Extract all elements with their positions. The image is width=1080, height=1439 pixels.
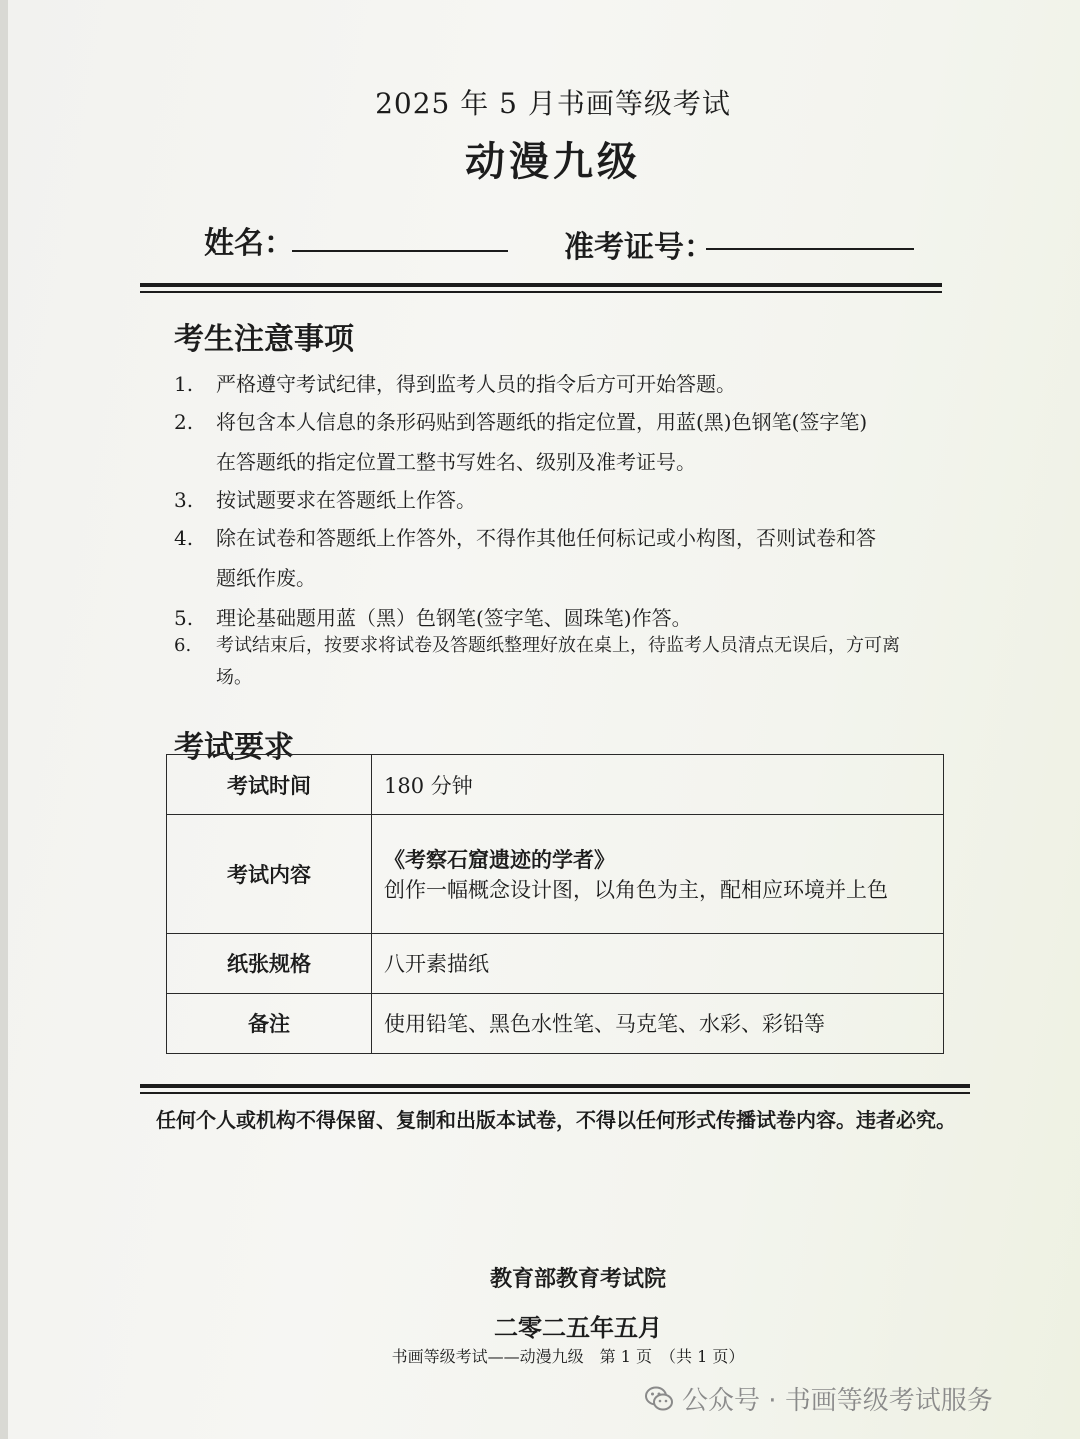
table-label-cell: 纸张规格	[167, 933, 372, 993]
table-value-cell	[372, 815, 944, 933]
level-title: 动漫九级	[465, 138, 641, 185]
table-value-text: 创作一幅概念设计图，以角色为主，配相应环境并上色	[384, 877, 888, 902]
table-row	[167, 933, 944, 993]
exam-id-blank-line	[706, 248, 914, 250]
watermark	[644, 1380, 993, 1417]
notices-title: 考生注意事项	[174, 322, 354, 357]
issue-date: 二零二五年五月	[494, 1313, 662, 1342]
table-row	[167, 993, 944, 1053]
requirements-title: 考试要求	[174, 730, 294, 765]
bottom-divider-thin	[140, 1092, 970, 1094]
requirements-table	[166, 754, 944, 1054]
table-value-text: 八开素描纸	[384, 952, 489, 977]
notice-item	[174, 480, 954, 520]
notice-text: 题纸作废。	[216, 566, 316, 590]
notice-text: 场。	[216, 667, 252, 688]
table-value-cell	[372, 993, 944, 1053]
notice-text: 将包含本人信息的条形码贴到答题纸的指定位置，用蓝(黑)色钢笔(签字笔)	[216, 410, 868, 434]
table-label-cell: 考试时间	[167, 755, 372, 815]
notice-text: 理论基础题用蓝（黑）色钢笔(签字笔、圆珠笔)作答。	[216, 606, 692, 630]
notice-item	[174, 518, 954, 598]
table-value-cell	[372, 755, 944, 815]
watermark-text: 公众号 · 书画等级考试服务	[682, 1386, 993, 1416]
table-row	[167, 815, 944, 933]
notice-number: 5.	[174, 606, 194, 630]
notice-number: 1.	[174, 372, 194, 396]
exam-paper	[8, 0, 1080, 1439]
notice-number: 6.	[174, 635, 192, 656]
top-divider-thin	[140, 291, 942, 293]
page-footer: 书画等级考试——动漫九级 第 1 页 （共 1 页）	[391, 1347, 745, 1366]
table-value-text: 使用铅笔、黑色水性笔、马克笔、水彩、彩铅等	[384, 1012, 825, 1037]
table-value-cell	[372, 933, 944, 993]
exam-title: 2025 年 5 月书画等级考试	[375, 87, 731, 120]
notice-number: 4.	[174, 526, 194, 550]
name-blank-line	[292, 250, 508, 252]
notice-text: 除在试卷和答题纸上作答外，不得作其他任何标记或小构图，否则试卷和答	[216, 526, 876, 550]
issuer-name: 教育部教育考试院	[489, 1266, 666, 1292]
name-label: 姓名：	[204, 226, 294, 261]
exam-id-label: 准考证号：	[564, 230, 714, 265]
top-divider-thick	[140, 283, 942, 287]
notice-text: 严格遵守考试纪律，得到监考人员的指令后方可开始答题。	[216, 372, 736, 396]
notice-item	[174, 402, 954, 482]
notice-number: 3.	[174, 488, 194, 512]
table-row	[167, 755, 944, 815]
bottom-divider-thick	[140, 1084, 970, 1088]
wechat-icon	[644, 1384, 674, 1414]
table-label-cell: 考试内容	[167, 815, 372, 933]
exam-topic-title: 《考察石窟遗迹的学者》	[384, 846, 615, 872]
notice-item	[174, 630, 954, 694]
table-value-text: 180 分钟	[384, 773, 473, 798]
notice-text: 在答题纸的指定位置工整书写姓名、级别及准考证号。	[216, 450, 696, 474]
table-label-cell: 备注	[167, 993, 372, 1053]
notice-text: 考试结束后，按要求将试卷及答题纸整理好放在桌上，待监考人员清点无误后，方可离	[216, 635, 900, 656]
notice-number: 2.	[174, 410, 194, 434]
copyright-notice: 任何个人或机构不得保留、复制和出版本试卷，不得以任何形式传播试卷内容。违者必究。	[156, 1108, 956, 1132]
notice-text: 按试题要求在答题纸上作答。	[216, 488, 476, 512]
notice-item	[174, 364, 954, 404]
